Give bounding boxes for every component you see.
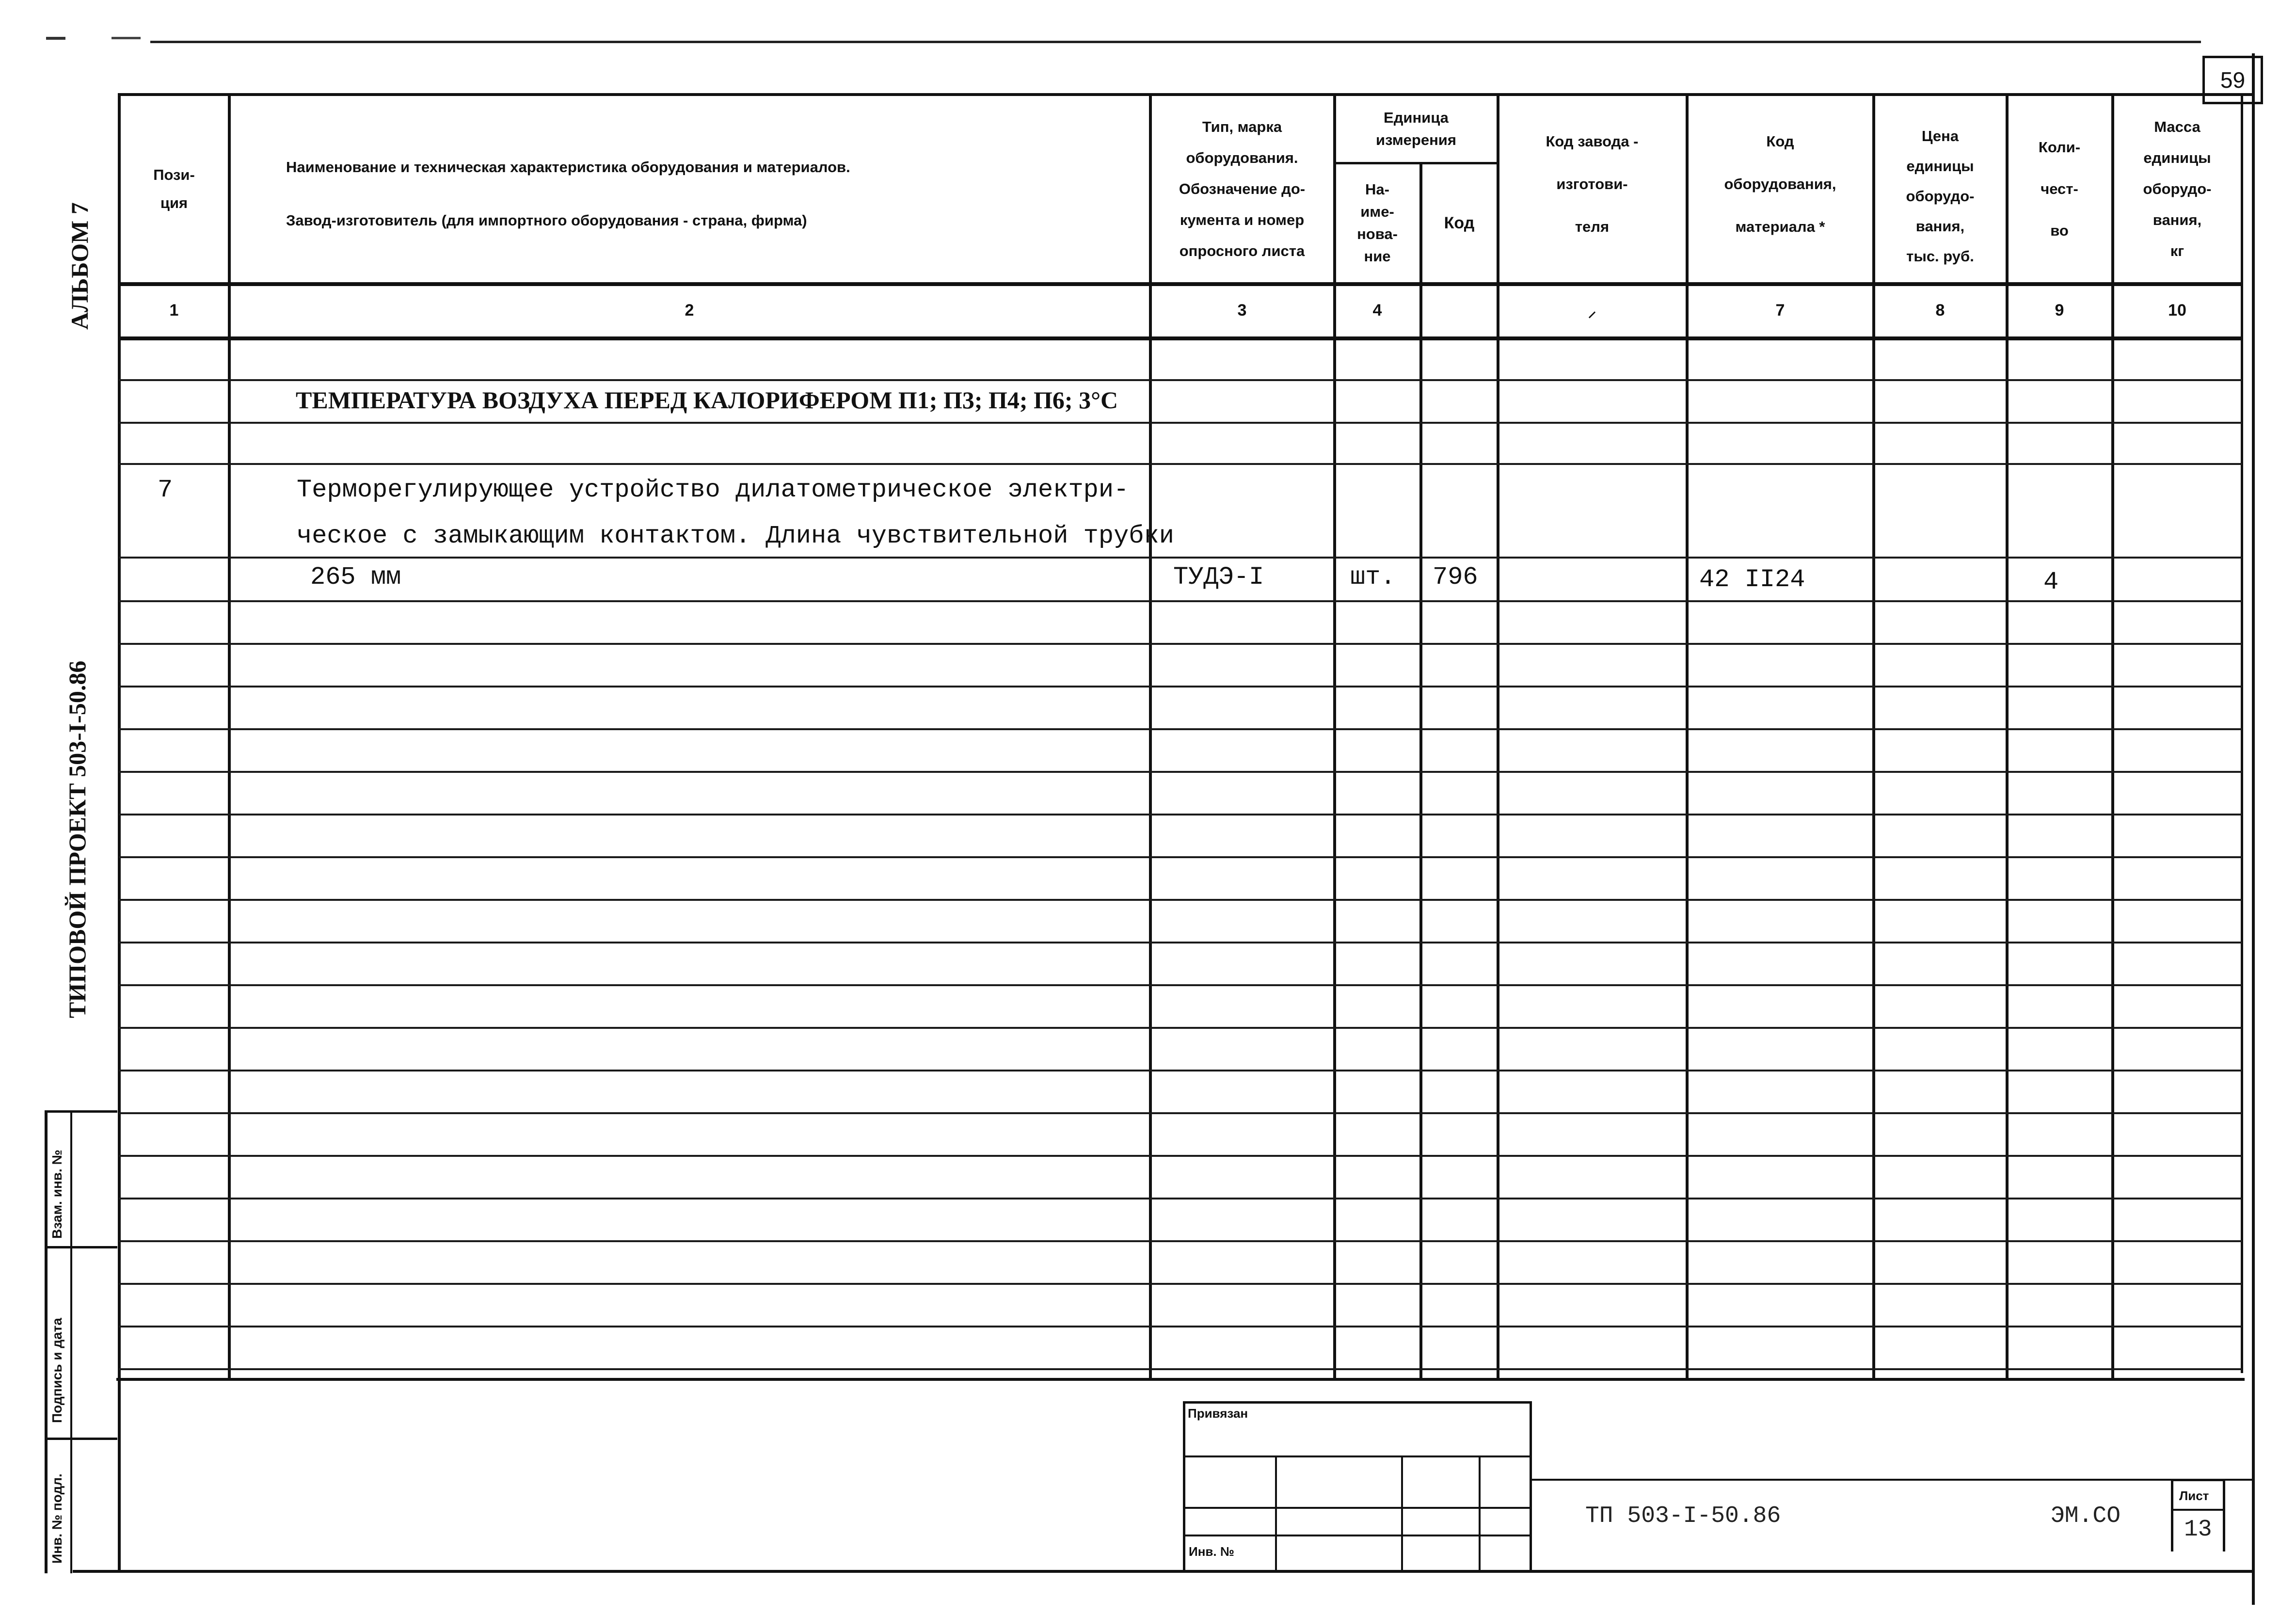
side-project: ТИПОВОЙ ПРОЕКТ 503-I-50.86 — [64, 660, 91, 1018]
item-equipment-code: 42 II24 — [1699, 565, 1805, 594]
table-row-line — [119, 1240, 2242, 1242]
side-stamp-col-divider — [70, 1110, 72, 1573]
header-unit-code: Код — [1444, 214, 1475, 232]
colnum-9: 9 — [2055, 301, 2064, 320]
table-row-line — [119, 728, 2242, 730]
table-row-line — [119, 771, 2242, 773]
table-row-line — [119, 1155, 2242, 1157]
table-bottom-border — [116, 1378, 2245, 1381]
colnum-6: ⸝ — [1588, 302, 1596, 320]
privyazan-label: Привязан — [1188, 1406, 1248, 1421]
privyazan-col — [1479, 1455, 1481, 1570]
table-row-line — [119, 379, 2242, 381]
sheet-number: 59 — [2202, 56, 2263, 104]
header-equipment-code: Код оборудования, материала * — [1724, 133, 1836, 235]
colnum-8: 8 — [1935, 301, 1945, 320]
table-row-line — [119, 1368, 2242, 1370]
colnum-10: 10 — [2168, 301, 2186, 320]
colnum-5 — [1422, 286, 1496, 335]
table-row-line — [119, 463, 2242, 465]
header-unit: Единица измерения — [1376, 109, 1456, 148]
table-row-line — [119, 1027, 2242, 1029]
list-box-divider — [2171, 1509, 2225, 1511]
item-type: ТУДЭ-I — [1173, 563, 1264, 592]
table-row-line — [119, 942, 2242, 943]
section-heading: ТЕМПЕРАТУРА ВОЗДУХА ПЕРЕД КАЛОРИФЕРОМ П1; П3; П4; П6; 3°С — [296, 386, 1118, 414]
privyazan-col — [1401, 1455, 1403, 1570]
table-row-line — [119, 1326, 2242, 1327]
side-stamp-label-replacement: Взам. инв. № — [49, 1150, 64, 1239]
side-stamp-label-original: Инв. № подл. — [49, 1473, 64, 1564]
table-row-line — [119, 643, 2242, 645]
item-quantity: 4 — [2043, 568, 2059, 596]
frame-left — [118, 93, 121, 1572]
colnum-bottom-line — [119, 336, 2242, 340]
table-row-line — [119, 984, 2242, 986]
header-plant-code: Код завода - изготови- теля — [1546, 133, 1639, 235]
table-row-line — [119, 600, 2242, 602]
table-row-line — [119, 1198, 2242, 1199]
colnum-4: 4 — [1372, 301, 1382, 320]
frame-right — [2252, 53, 2255, 1605]
table-row-line — [119, 856, 2242, 858]
top-border-dash — [112, 37, 141, 39]
colnum-3: 3 — [1237, 301, 1247, 320]
header-unit-name: На- име- нова- ние — [1357, 181, 1398, 265]
album-code: ЭМ.СО — [2051, 1503, 2121, 1529]
colnum-1: 1 — [169, 301, 179, 320]
inv-no-label: Инв. № — [1189, 1544, 1234, 1559]
frame-bottom — [73, 1570, 2254, 1573]
side-stamp-label-signature: Подпись и дата — [49, 1318, 64, 1423]
table-row-line — [119, 899, 2242, 901]
item-position: 7 — [158, 476, 173, 504]
side-stamp-divider — [45, 1246, 117, 1248]
item-name-line-3: 265 мм — [310, 563, 401, 592]
frame-top — [119, 93, 2252, 96]
table-row-line — [119, 1112, 2242, 1114]
header-mass: Масса единицы оборудо- вания, кг — [2143, 118, 2212, 259]
top-border-line — [150, 41, 2201, 43]
privyazan-col — [1275, 1455, 1277, 1570]
list-number: 13 — [2184, 1517, 2212, 1543]
item-name-line-2: ческое с замыкающим контактом. Длина чувствительной трубки — [297, 522, 1174, 550]
list-label: Лист — [2179, 1488, 2209, 1503]
title-block-line — [1532, 1479, 2252, 1481]
item-unit-code: 796 — [1433, 563, 1478, 592]
header-bottom-line — [119, 282, 2242, 286]
table-row-line — [119, 814, 2242, 815]
header-quantity: Коли- чест- во — [2038, 139, 2081, 239]
colnum-2: 2 — [685, 301, 694, 320]
side-stamp-left-border — [45, 1110, 48, 1573]
item-unit-name: шт. — [1350, 563, 1396, 592]
colnum-7: 7 — [1775, 301, 1785, 320]
side-stamp-top — [45, 1110, 117, 1113]
header-type: Тип, марка оборудования. Обозначение до- кумента и номер опросного листа — [1179, 118, 1306, 259]
unit-header-divider — [1334, 162, 1498, 164]
table-row-line — [119, 557, 2242, 559]
item-name-line-1: Терморегулирующее устройство дилатометрическое электри- — [297, 476, 1129, 504]
table-row-line — [119, 1283, 2242, 1285]
header-price: Цена единицы оборудо- вания, тыс. руб. — [1906, 128, 1975, 265]
table-row-line — [119, 422, 2242, 424]
side-stamp-divider — [45, 1438, 117, 1440]
doc-code: ТП 503-I-50.86 — [1585, 1503, 1781, 1529]
header-position: Пози- ция — [153, 166, 195, 211]
table-row-line — [119, 686, 2242, 688]
header-name: Наименование и техническая характеристика оборудования и материалов. Завод-изготовитель (для импортного оборудования - страна, фирма) — [286, 159, 850, 229]
table-row-line — [119, 1070, 2242, 1071]
side-album: АЛЬБОМ 7 — [66, 202, 93, 330]
top-border-dash — [46, 37, 65, 40]
